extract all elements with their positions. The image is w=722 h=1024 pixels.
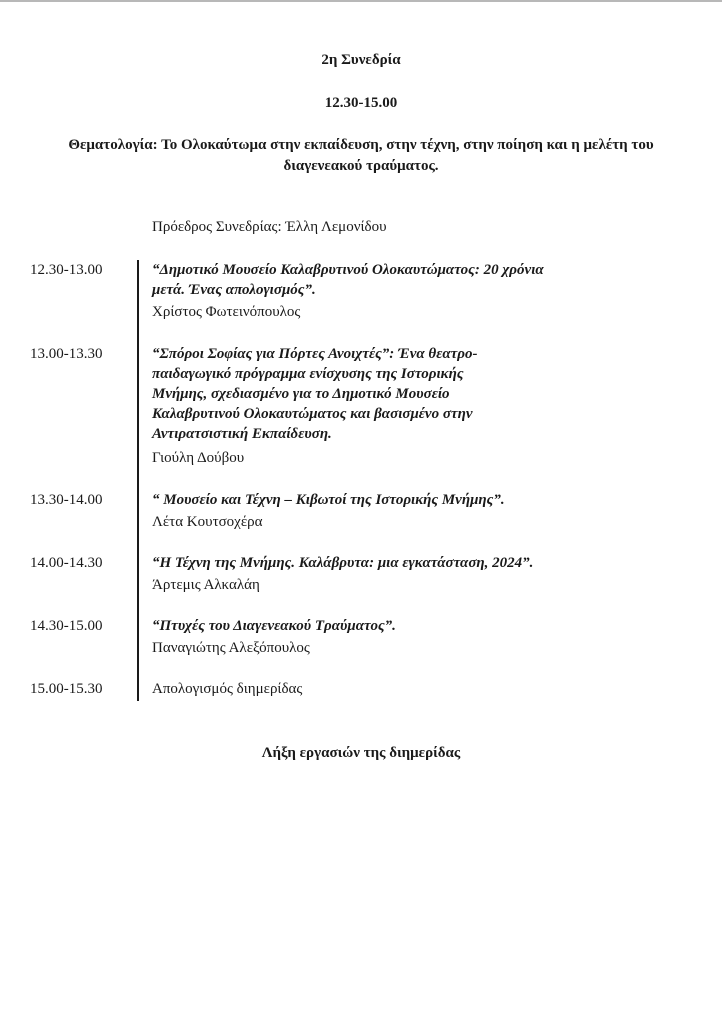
schedule-divider-line [137,260,139,701]
talk-title [152,490,505,510]
talk-title-line: “Σπόροι Σοφίας για Πόρτες Ανοιχτές”: Ένα θεατρο- [152,346,478,362]
speaker-name: Λέτα Κουτσοχέρα [152,514,263,530]
slot-time: 14.30-15.00 [30,618,103,634]
slot-time: 15.00-15.30 [30,681,103,697]
slot-time: 13.00-13.30 [30,346,103,362]
slot-time: 14.00-14.30 [30,555,103,571]
talk-title [152,260,622,300]
session-wrap-up: Απολογισμός διημερίδας [152,681,303,697]
speaker-name: Χρίστος Φωτεινόπουλος [152,304,301,320]
talk-title-line: Καλαβρυτινού Ολοκαυτώματος και βασισμένο στην [152,406,473,422]
session-title: 2η Συνεδρία [321,52,401,68]
talk-title [152,344,622,444]
talk-title-line: “Η Τέχνη της Μνήμης. Καλάβρυτα: μια εγκατάσταση, 2024”. [152,555,534,571]
talk-title-line: “Πτυχές του Διαγενεακού Τραύματος”. [152,618,396,634]
session-theme: Θεματολογία: Το Ολοκαύτωμα στην εκπαίδευση, στην τέχνη, στην ποίηση και η μελέτη του διαγενεακού τραύματος. [68,137,654,174]
slot-time: 13.30-14.00 [30,492,103,508]
talk-title-line: Μνήμης, σχεδιασμένο για το Δημοτικό Μουσείο [152,386,450,402]
session-time: 12.30-15.00 [324,95,398,111]
speaker-name: Γιούλη Δούβου [152,450,245,466]
top-edge-rule [0,0,722,2]
talk-title [152,553,533,573]
talk-title-line: “ Μουσείο και Τέχνη – Κιβωτοί της Ιστορικής Μνήμης”. [152,492,505,508]
talk-title [152,616,396,636]
closing-note: Λήξη εργασιών της διημερίδας [261,745,461,761]
session-chair: Πρόεδρος Συνεδρίας: Έλλη Λεμονίδου [152,219,387,235]
talk-title-line: Αντιρατσιστική Εκπαίδευση. [152,426,332,442]
speaker-name: Άρτεμις Αλκαλάη [152,577,260,593]
talk-title-line: μετά. Ένας απολογισμός”. [152,282,316,298]
talk-title-line: παιδαγωγικό πρόγραμμα ενίσχυσης της Ιστορικής [152,366,464,382]
slot-time: 12.30-13.00 [30,262,103,278]
speaker-name: Παναγιώτης Αλεξόπουλος [152,640,310,656]
talk-title-line: “Δημοτικό Μουσείο Καλαβρυτινού Ολοκαυτώματος: 20 χρόνια [152,262,544,278]
